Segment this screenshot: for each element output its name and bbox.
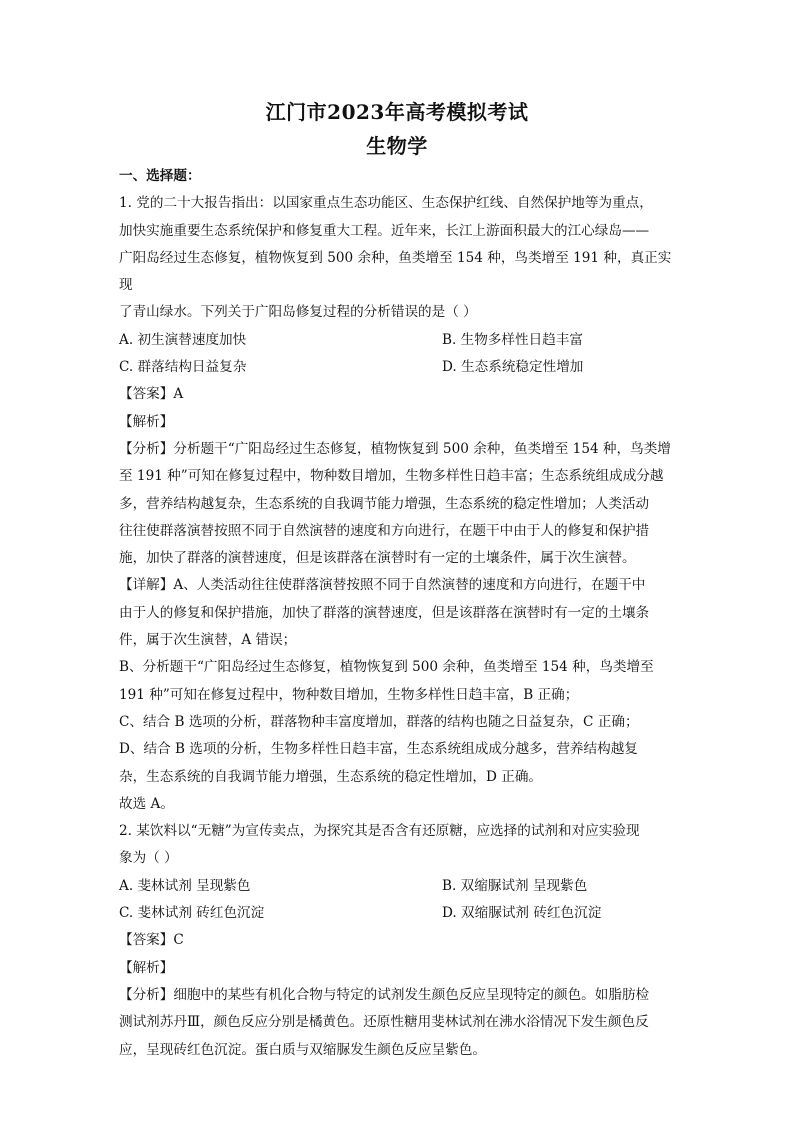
q1-option-c: C. 群落结构日益复杂: [119, 359, 247, 376]
q1-options-row-2: [119, 354, 679, 381]
q1-xiangjie-line: [119, 572, 679, 599]
q1-xiangjie-text: A、人类活动往往使群落演替按照不同于自然演替的速度和方向进行，在题干中: [173, 577, 646, 594]
exam-subject: 生物学: [366, 134, 428, 158]
q2-fenxi-label: 【分析】: [119, 986, 174, 1003]
q2-option-b: B. 双缩脲试剂 呈现紫色: [442, 877, 588, 894]
q1-option-b: B. 生物多样性日趋丰富: [442, 331, 583, 348]
q1-answer: 【答案】A: [119, 386, 184, 403]
q1-fenxi-line: 多，营养结构越复杂，生态系统的自我调节能力增强，生态系统的稳定性增加；人类活动: [119, 495, 650, 512]
q2-options-row-2: [119, 900, 679, 927]
q2-fenxi-text: 细胞中的某些有机化合物与特定的试剂发生颜色反应呈现特定的颜色。如脂肪检: [173, 986, 650, 1003]
q2-option-c: C. 斐林试剂 砖红色沉淀: [119, 905, 265, 922]
q1-fenxi-line: 往往使群落演替按照不同于自然演替的速度和方向进行，在题干中由于人的修复和保护措: [119, 522, 650, 539]
q2-option-d: D. 双缩脲试剂 砖红色沉淀: [442, 905, 602, 922]
section-heading: 一、选择题：: [119, 168, 201, 184]
q2-option-a: A. 斐林试剂 呈现紫色: [119, 877, 251, 894]
q1-xiangjie-label: 【详解】: [119, 577, 174, 594]
q1-stem-line: 加快实施重要生态系统保护和修复重大工程。近年来，长江上游面积最大的江心绿岛——: [119, 222, 650, 239]
q1-fenxi-label: 【分析】: [119, 440, 174, 457]
q2-stem-line: 2. 某饮料以“无糖”为宣传卖点，为探究其是否含有还原糖，应选择的试剂和对应实验现: [119, 823, 640, 840]
q1-fenxi-line: [119, 436, 679, 463]
q2-fenxi-line: 测试剂苏丹Ⅲ，颜色反应分别是橘黄色。还原性糖用斐林试剂在沸水浴情况下发生颜色反: [119, 1014, 649, 1031]
q1-xiangjie-line: 杂，生态系统的自我调节能力增强，生态系统的稳定性增加，D 正确。: [119, 768, 543, 785]
exam-title: 江门市2023年高考模拟考试: [265, 100, 529, 124]
q2-answer: 【答案】C: [119, 932, 184, 949]
q1-xiangjie-line: B、分析题干“广阳岛经过生态修复，植物恢复到 500 余种，鱼类增至 154 种，鸟类增至: [119, 659, 654, 676]
q2-options-row-1: [119, 873, 679, 900]
document-body: [119, 163, 679, 1064]
q2-fenxi-line: 应，呈现砖红色沉淀。蛋白质与双缩脲发生颜色反应呈紫色。: [119, 1041, 487, 1058]
q1-fenxi-line: 施，加快了群落的演替速度，但是该群落在演替时有一定的土壤条件，属于次生演替。: [119, 550, 636, 567]
q1-xiangjie-line: 件，属于次生演替，A 错误；: [119, 632, 297, 649]
q1-analysis-label: 【解析】: [119, 413, 174, 430]
q1-conclusion: 故选 A。: [119, 795, 174, 812]
q1-xiangjie-line: 由于人的修复和保护措施，加快了群落的演替速度，但是该群落在演替时有一定的土壤条: [119, 604, 650, 621]
q1-option-a: A. 初生演替速度加快: [119, 331, 247, 348]
q2-analysis-label: 【解析】: [119, 959, 174, 976]
q1-stem-line: 1. 党的二十大报告指出：以国家重点生态功能区、生态保护红线、自然保护地等为重点，: [119, 195, 653, 212]
q1-xiangjie-line: C、结合 B 选项的分析，群落物种丰富度增加，群落的结构也随之日益复杂，C 正确；: [119, 713, 639, 730]
question-2: [119, 818, 679, 1064]
q1-xiangjie-line: 191 种”可知在修复过程中，物种数目增加，生物多样性日趋丰富，B 正确；: [119, 686, 579, 703]
question-1: [119, 190, 679, 818]
q1-stem-line: 广阳岛经过生态修复，植物恢复到 500 余种，鱼类增至 154 种，鸟类增至 191 种，真正实现: [119, 249, 672, 294]
q1-fenxi-line: 至 191 种”可知在修复过程中，物种数目增加，生物多样性日趋丰富；生态系统组成成分越: [119, 468, 664, 485]
q1-option-d: D. 生态系统稳定性增加: [442, 359, 584, 376]
q1-stem-line: 了青山绿水。下列关于广阳岛修复过程的分析错误的是（ ）: [119, 304, 477, 321]
q2-fenxi-line: [119, 982, 679, 1009]
q2-stem-line: 象为（ ）: [119, 850, 178, 867]
q1-xiangjie-line: D、结合 B 选项的分析，生物多样性日趋丰富，生态系统组成成分越多，营养结构越复: [119, 741, 638, 758]
q1-options-row-1: [119, 327, 679, 354]
q1-fenxi-text: 分析题干“广阳岛经过生态修复，植物恢复到 500 余种，鱼类增至 154 种，鸟类增: [173, 440, 671, 457]
